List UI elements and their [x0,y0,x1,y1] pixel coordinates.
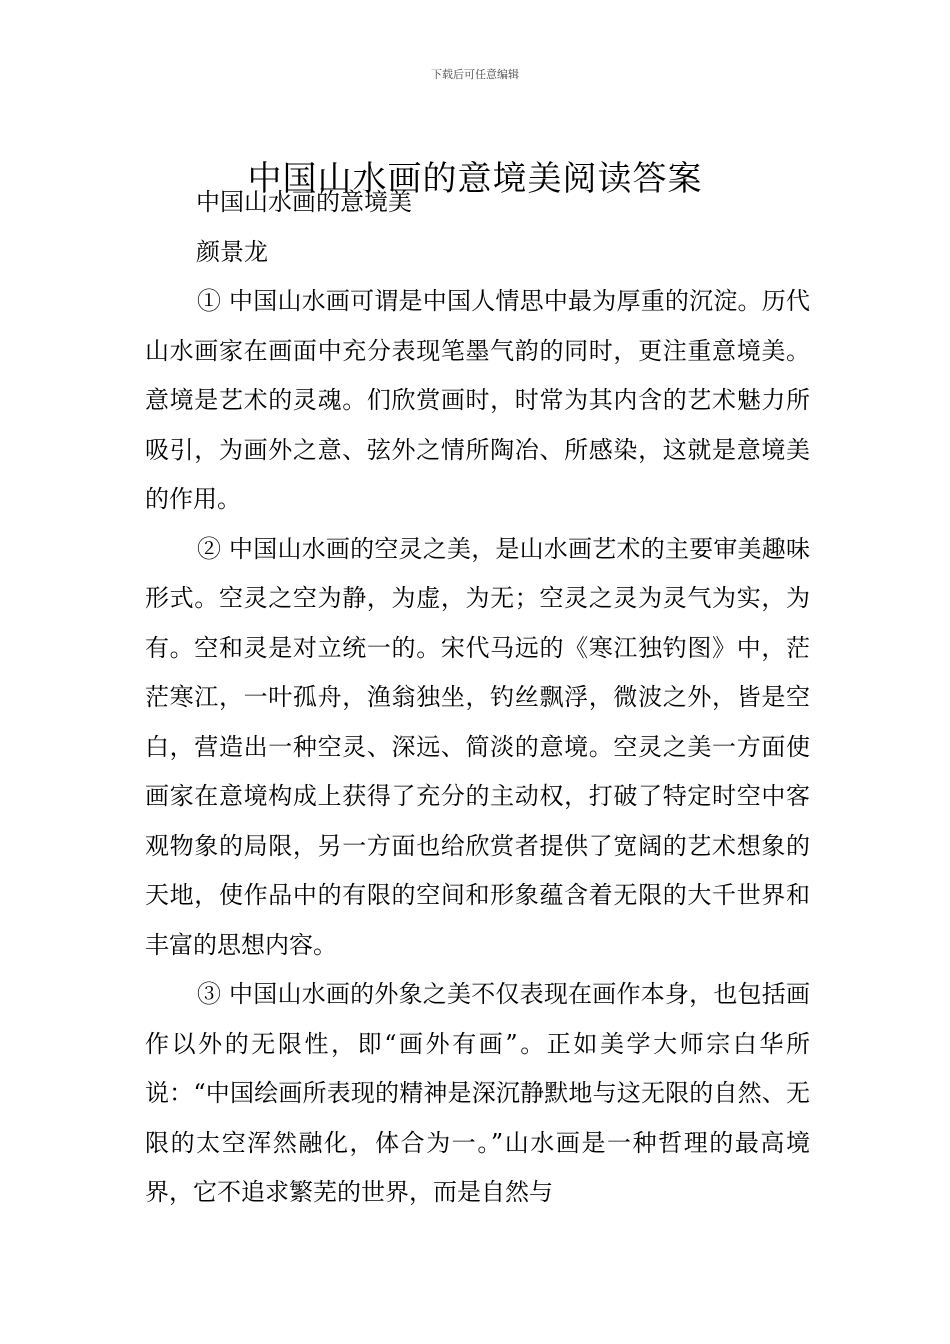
paragraph-3: ③ 中国山水画的外象之美不仅表现在画作本身，也包括画作以外的无限性，即“画外有画”。正如美学大师宗白华所说：“中国绘画所表现的精神是深沉静默地与这无限的自然、无限的太空浑然融化，体合为一。”山水画是一种哲理的最高境界，它不追求繁芜的世界，而是自然与 [145,980,810,1206]
paragraph-1: ① 中国山水画可谓是中国人情思中最为厚重的沉淀。历代山水画家在画面中充分表现笔墨气韵的同时，更注重意境美。意境是艺术的灵魂。们欣赏画时，时常为其内含的艺术魅力所吸引，为画外之意、弦外之情所陶冶、所感染，这就是意境美的作用。 [145,287,810,513]
paragraph-2: ② 中国山水画的空灵之美，是山水画艺术的主要审美趣味形式。空灵之空为静，为虚，为无；空灵之灵为灵气为实，为有。空和灵是对立统一的。宋代马远的《寒江独钓图》中，茫茫寒江，一叶孤舟，渔翁独坐，钓丝飘浮，微波之外，皆是空白，营造出一种空灵、深远、简淡的意境。空灵之美一方面使画家在意境构成上获得了充分的主动权，打破了特定时空中客观物象的局限，另一方面也给欣赏者提供了宽阔的艺术想象的天地，使作品中的有限的空间和形象蕴含着无限的大千世界和丰富的思想内容。 [145,534,810,959]
header-note: 下载后可任意编辑 [431,68,519,81]
document-title: 中国山水画的意境美阅读答案 [247,158,703,199]
article-body [145,277,810,1218]
article-subtitle: 中国山水画的意境美 [196,188,412,216]
article-author: 颜景龙 [196,238,268,266]
